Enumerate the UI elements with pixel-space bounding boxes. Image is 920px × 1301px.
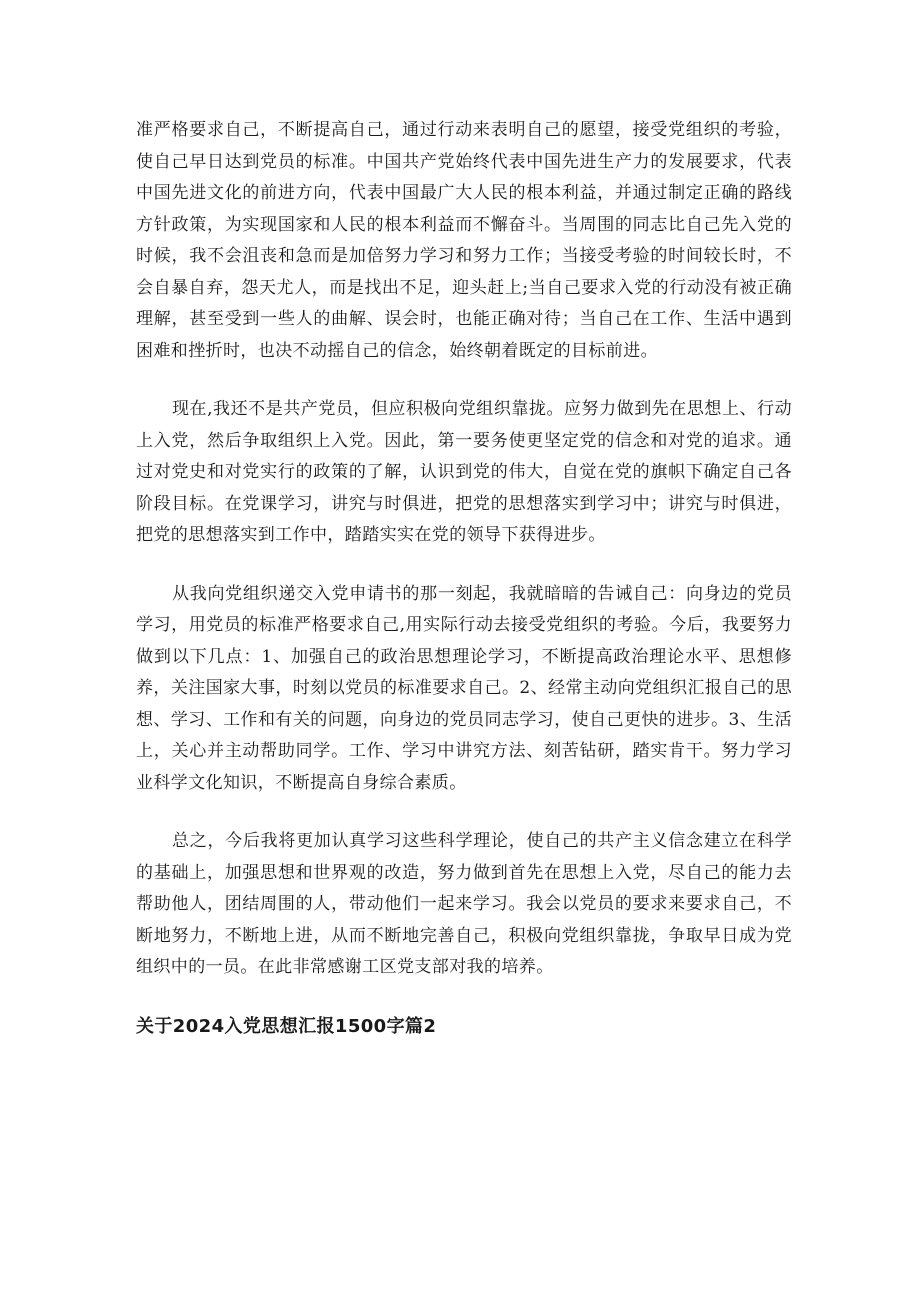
paragraph-gap — [136, 984, 792, 1011]
paragraph-gap — [136, 552, 792, 579]
paragraph-commitments: 从我向党组织递交入党申请书的那一刻起，我就暗暗的告诫自己：向身边的党员学习，用党员的标准严格要求自己,用实际行动去接受党组织的考验。今后，我要努力做到以下几点：1、加强自己的政治思想理论学习，不断提高政治理论水平、思想修养，关注国家大事，时刻以党员的标准要求自己。2、经常主动向党组织汇报自己的思想、学习、工作和有关的问题，向身边的党员同志学习，使自己更快的进步。3、生活上，关心并主动帮助同学。工作、学习中讲究方法、刻苦钻研，踏实肯干。努力学习业科学文化知识，不断提高自身综合素质。 — [136, 583, 792, 793]
paragraph-current-status: 现在,我还不是共产党员，但应积极向党组织靠拢。应努力做到先在思想上、行动上入党，然后争取组织上入党。因此，第一要务使更坚定党的信念和对党的追求。通过对党史和对党实行的政策的了解，认识到党的伟大，自觉在党的旗帜下确定自己各阶段目标。在党课学习，讲究与时俱进，把党的思想落实到学习中；讲究与时俱进，把党的思想落实到工作中，踏踏实实在党的领导下获得进步。 — [136, 399, 792, 545]
section-title: 关于2024入党思想汇报1500字篇2 — [136, 1015, 437, 1037]
paragraph-continuation: 准严格要求自己，不断提高自己，通过行动来表明自己的愿望，接受党组织的考验，使自己早日达到党员的标准。中国共产党始终代表中国先进生产力的发展要求，代表中国先进文化的前进方向，代表中国最广大人民的根本利益，并通过制定正确的路线方针政策，为实现国家和人民的根本利益而不懈奋斗。当周围的同志比自己先入党的时候，我不会沮丧和急而是加倍努力学习和努力工作；当接受考验的时间较长时，不会自暴自弃，怨天尤人，而是找出不足，迎头赶上;当自己要求入党的行动没有被正确理解，甚至受到一些人的曲解、误会时，也能正确对待；当自己在工作、生活中遇到困难和挫折时，也决不动摇自己的信念，始终朝着既定的目标前进。 — [136, 120, 792, 361]
paragraph-gap — [136, 799, 792, 826]
paragraph-conclusion: 总之，今后我将更加认真学习这些科学理论，使自己的共产主义信念建立在科学的基础上，加强思想和世界观的改造，努力做到首先在思想上入党，尽自己的能力去帮助他人，团结周围的人，带动他们一起来学习。我会以党员的要求来要求自己，不断地努力，不断地上进，从而不断地完善自己，积极向党组织靠拢，争取早日成为党组织中的一员。在此非常感谢工区党支部对我的培养。 — [136, 831, 792, 977]
paragraph-gap — [136, 367, 792, 394]
